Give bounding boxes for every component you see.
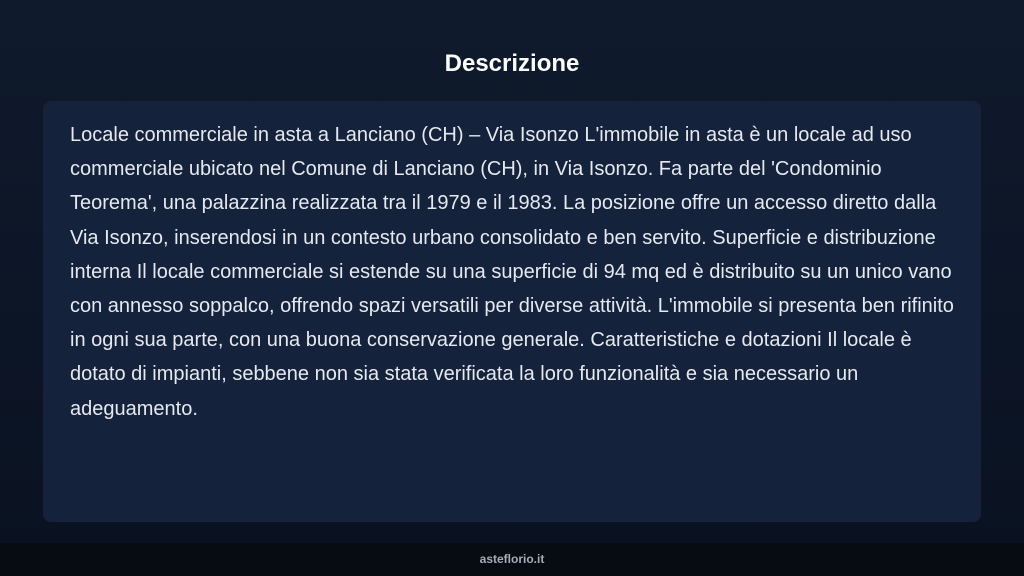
page-title: Descrizione [444,50,580,77]
footer [0,543,1024,576]
description-text: Locale commerciale in asta a Lanciano (CH) – Via Isonzo L'immobile in asta è un locale ad uso commerciale ubicato nel Comune di Lanciano (CH), in Via Isonzo. Fa parte del 'Condominio Teorema', una palazzina realizzata tra il 1979 e il 1983. La posizione offre un accesso diretto dalla Via Isonzo, inserendosi in un contesto urbano consolidato e ben servito. Superficie e distribuzione interna Il locale commerciale si estende su una superficie di 94 mq ed è distribuito su un unico vano con annesso soppalco, offrendo spazi versatili per diverse attività. L'immobile si presenta ben rifinito in ogni sua parte, con una buona conservazione generale. Caratteristiche e dotazioni Il locale è dotato di impianti, sebbene non sia stata verificata la loro funzionalità e sia necessario un adeguamento. [70,124,954,420]
description-card [43,101,981,522]
footer-site-label: asteflorio.it [479,552,545,566]
